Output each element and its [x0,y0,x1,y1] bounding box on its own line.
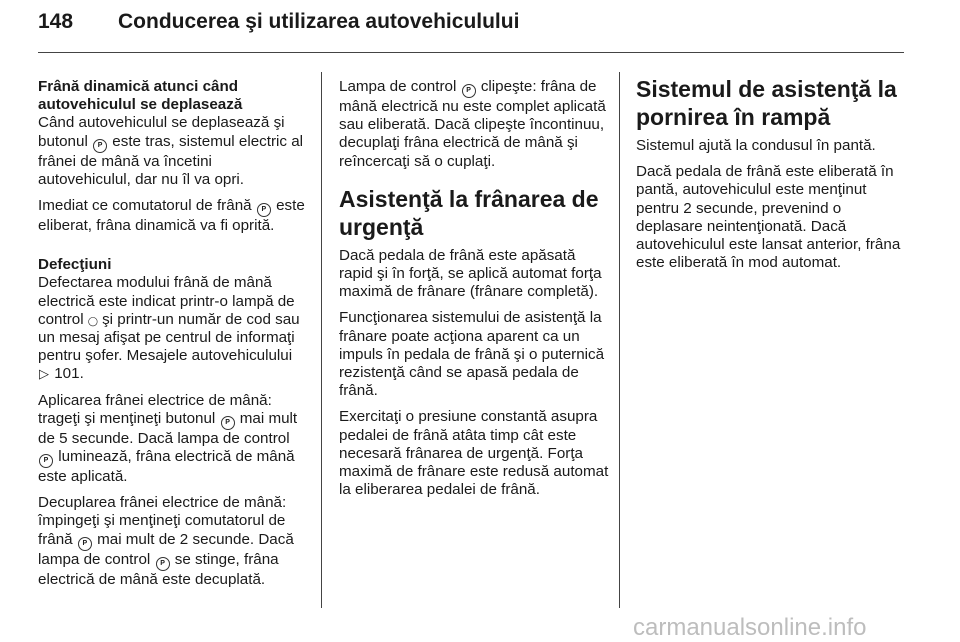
section-title-dynamic-brake: Frână dinamică atunci când autovehiculul se deplasează [38,78,243,114]
text: Lampa de control [339,78,457,95]
text: Aplicarea frânei electrice de mână: trageţi şi menţineţi butonul [38,391,272,427]
text: Imediat ce comutatorul de frână [38,197,252,215]
text: Decuplarea frânei electrice de mână: împingeţi şi menţineţi comutatorul de frână [38,494,287,548]
paragraph [38,392,308,487]
text: este eliberat, frâna dinamică va fi oprită. [38,197,305,235]
parking-brake-icon [221,416,235,430]
paragraph: Sistemul ajută la condusul în pantă. [636,137,876,154]
parking-brake-icon [462,84,476,98]
column-divider-1 [321,72,322,608]
paragraph: Dacă pedala de frână este eliberată în pantă, autovehiculul este menţinut pentru 2 secunde, prevenind o deplasare neintenţionată. Dacă autovehiculul este lansat anterior, frâna este eliberată în mod automat. [636,163,901,272]
text: Când autovehiculul se deplasează şi butonul [38,114,285,150]
parking-brake-icon [156,557,170,571]
parking-brake-icon [257,203,271,217]
text: este tras, sistemul electric al frânei de mână va încetini autovehiculul, dar nu îl va opri. [38,132,304,188]
column-3 [636,78,906,280]
section-title-faults: Defecţiuni [38,256,112,274]
chapter-title: Conducerea şi utilizarea autovehiculului [118,10,520,33]
page-reference: 101. [54,365,84,383]
column-1 [38,78,308,597]
parking-brake-icon [78,537,92,551]
paragraph [38,274,308,383]
paragraph [38,197,308,235]
paragraph: Dacă pedala de frână este apăsată rapid şi în forţă, se aplică automat forţa maximă de frânare (frânare completă). [339,246,602,301]
text: mai mult de 2 secunde. Dacă lampa de control [38,530,294,568]
section-heading-hill-start-assist: Sistemul de asistenţă la pornirea în rampă [636,76,897,130]
text: mai mult de 5 secunde. Dacă lampa de control [38,409,298,447]
brake-malfunction-icon: ◯ [87,315,98,326]
page-number: 148 [38,10,74,33]
section-heading-emergency-brake-assist: Asistenţă la frânarea de urgenţă [339,185,599,240]
paragraph [38,114,308,189]
watermark: carmanualsonline.info [633,614,867,641]
column-divider-2 [619,72,620,608]
paragraph: Funcţionarea sistemului de asistenţă la frânare poate acţiona aparent ca un impuls în pedala de frână şi o puternică rezistenţă când se apasă pedala de frână. [339,309,605,400]
paragraph [38,494,308,589]
column-2 [339,78,609,507]
text: se stinge, frâna electrică de mână este decuplată. [38,550,279,588]
parking-brake-icon [39,454,53,468]
paragraph [339,78,609,171]
header-rule [38,52,904,53]
text: luminează, frâna electrică de mână este aplicată. [38,448,295,486]
text: clipeşte: frâna de mână electrică nu este complet aplicată sau eliberată. Dacă clipeşte încontinuu, decuplaţi frâna electrică de mână şi reîncercaţi să o cuplaţi. [339,78,606,170]
page-reference-arrow-icon: ▷ [39,366,49,382]
text: Defectarea modului frână de mână electrică este indicat printr-o lampă de control [38,274,295,328]
page-header [38,10,519,34]
parking-brake-icon [93,139,107,153]
text: şi printr-un număr de cod sau un mesaj afişat pe centrul de informaţi pentru şofer. Mesajele autovehiculului [38,310,300,365]
paragraph: Exercitaţi o presiune constantă asupra pedalei de frână atâta timp cât este necesară frânarea de urgenţă. Forţa maximă de frânare este redusă automat la eliberarea pedalei de frână. [339,408,609,499]
